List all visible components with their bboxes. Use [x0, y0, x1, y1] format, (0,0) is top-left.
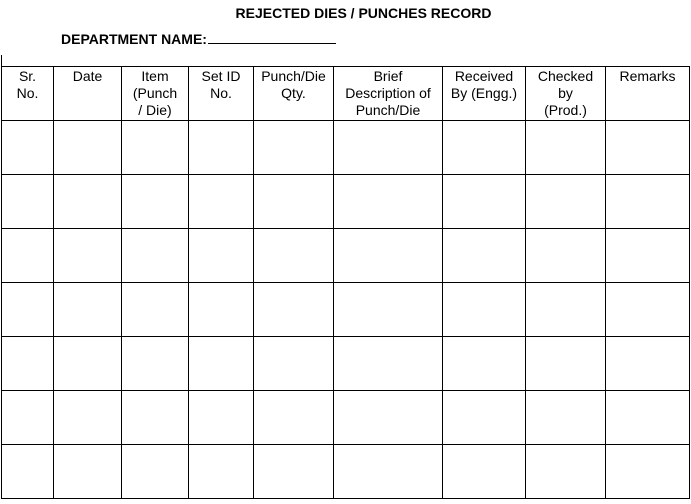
- table-cell-date[interactable]: [54, 121, 122, 175]
- table-row: [2, 283, 690, 337]
- header-remarks: Remarks: [606, 67, 690, 121]
- table-row: [2, 391, 690, 445]
- table-cell-qty[interactable]: [254, 121, 334, 175]
- table-cell-checked[interactable]: [526, 175, 606, 229]
- table-cell-description[interactable]: [334, 283, 443, 337]
- table-cell-checked[interactable]: [526, 391, 606, 445]
- table-cell-set-id[interactable]: [189, 175, 254, 229]
- header-description: Brief Description of Punch/Die: [334, 67, 443, 121]
- table-cell-item[interactable]: [122, 175, 189, 229]
- table-cell-item[interactable]: [122, 283, 189, 337]
- table-body: [2, 121, 690, 499]
- table-cell-qty[interactable]: [254, 229, 334, 283]
- department-name-blank-line[interactable]: [208, 31, 336, 44]
- header-sr-no: Sr. No.: [2, 67, 54, 121]
- table-cell-date[interactable]: [54, 337, 122, 391]
- table-cell-date[interactable]: [54, 283, 122, 337]
- table-row: [2, 121, 690, 175]
- table-cell-received[interactable]: [443, 337, 526, 391]
- table-cell-date[interactable]: [54, 175, 122, 229]
- header-set-id: Set ID No.: [189, 67, 254, 121]
- rejected-dies-table: [1, 66, 690, 499]
- table-cell-received[interactable]: [443, 175, 526, 229]
- table-cell-qty[interactable]: [254, 337, 334, 391]
- table-cell-item[interactable]: [122, 337, 189, 391]
- table-cell-sr-no[interactable]: [2, 391, 54, 445]
- table-cell-checked[interactable]: [526, 337, 606, 391]
- table-cell-sr-no[interactable]: [2, 445, 54, 499]
- table-cell-set-id[interactable]: [189, 337, 254, 391]
- table-cell-set-id[interactable]: [189, 445, 254, 499]
- table-cell-checked[interactable]: [526, 445, 606, 499]
- table-cell-qty[interactable]: [254, 283, 334, 337]
- table-cell-checked[interactable]: [526, 121, 606, 175]
- table-cell-remarks[interactable]: [606, 391, 690, 445]
- header-checked-by: Checked by (Prod.): [526, 67, 606, 121]
- table-cell-set-id[interactable]: [189, 121, 254, 175]
- table-cell-remarks[interactable]: [606, 175, 690, 229]
- table-cell-received[interactable]: [443, 283, 526, 337]
- table-row: [2, 175, 690, 229]
- table-cell-qty[interactable]: [254, 175, 334, 229]
- table-cell-qty[interactable]: [254, 391, 334, 445]
- table-cell-remarks[interactable]: [606, 121, 690, 175]
- table-cell-sr-no[interactable]: [2, 175, 54, 229]
- table-row: [2, 445, 690, 499]
- table-cell-received[interactable]: [443, 121, 526, 175]
- table-cell-qty[interactable]: [254, 445, 334, 499]
- header-date: Date: [54, 67, 122, 121]
- table-cell-received[interactable]: [443, 391, 526, 445]
- table-cell-remarks[interactable]: [606, 445, 690, 499]
- table-cell-set-id[interactable]: [189, 229, 254, 283]
- table-cell-sr-no[interactable]: [2, 121, 54, 175]
- table-cell-item[interactable]: [122, 229, 189, 283]
- table-cell-item[interactable]: [122, 445, 189, 499]
- table-cell-date[interactable]: [54, 445, 122, 499]
- table-cell-date[interactable]: [54, 229, 122, 283]
- table-cell-description[interactable]: [334, 337, 443, 391]
- table-cell-item[interactable]: [122, 121, 189, 175]
- table-cell-date[interactable]: [54, 391, 122, 445]
- table-cell-sr-no[interactable]: [2, 337, 54, 391]
- form-title: REJECTED DIES / PUNCHES RECORD: [235, 5, 492, 21]
- header-qty: Punch/Die Qty.: [254, 67, 334, 121]
- table-cell-checked[interactable]: [526, 229, 606, 283]
- header-received-by: Received By (Engg.): [443, 67, 526, 121]
- table-cell-item[interactable]: [122, 391, 189, 445]
- header-item: Item (Punch / Die): [122, 67, 189, 121]
- table-cell-remarks[interactable]: [606, 283, 690, 337]
- table-cell-set-id[interactable]: [189, 283, 254, 337]
- table-cell-remarks[interactable]: [606, 229, 690, 283]
- table-cell-description[interactable]: [334, 229, 443, 283]
- table-header-row: [2, 67, 690, 121]
- table-cell-received[interactable]: [443, 445, 526, 499]
- table-cell-set-id[interactable]: [189, 391, 254, 445]
- table-cell-received[interactable]: [443, 229, 526, 283]
- table-row: [2, 229, 690, 283]
- table-row: [2, 337, 690, 391]
- table-cell-checked[interactable]: [526, 283, 606, 337]
- table-cell-description[interactable]: [334, 391, 443, 445]
- table-cell-description[interactable]: [334, 121, 443, 175]
- department-name-label: DEPARTMENT NAME:: [61, 31, 207, 47]
- table-cell-description[interactable]: [334, 445, 443, 499]
- table-cell-remarks[interactable]: [606, 337, 690, 391]
- table-cell-description[interactable]: [334, 175, 443, 229]
- department-name-row: [61, 31, 336, 47]
- table-cell-sr-no[interactable]: [2, 283, 54, 337]
- table-cell-sr-no[interactable]: [2, 229, 54, 283]
